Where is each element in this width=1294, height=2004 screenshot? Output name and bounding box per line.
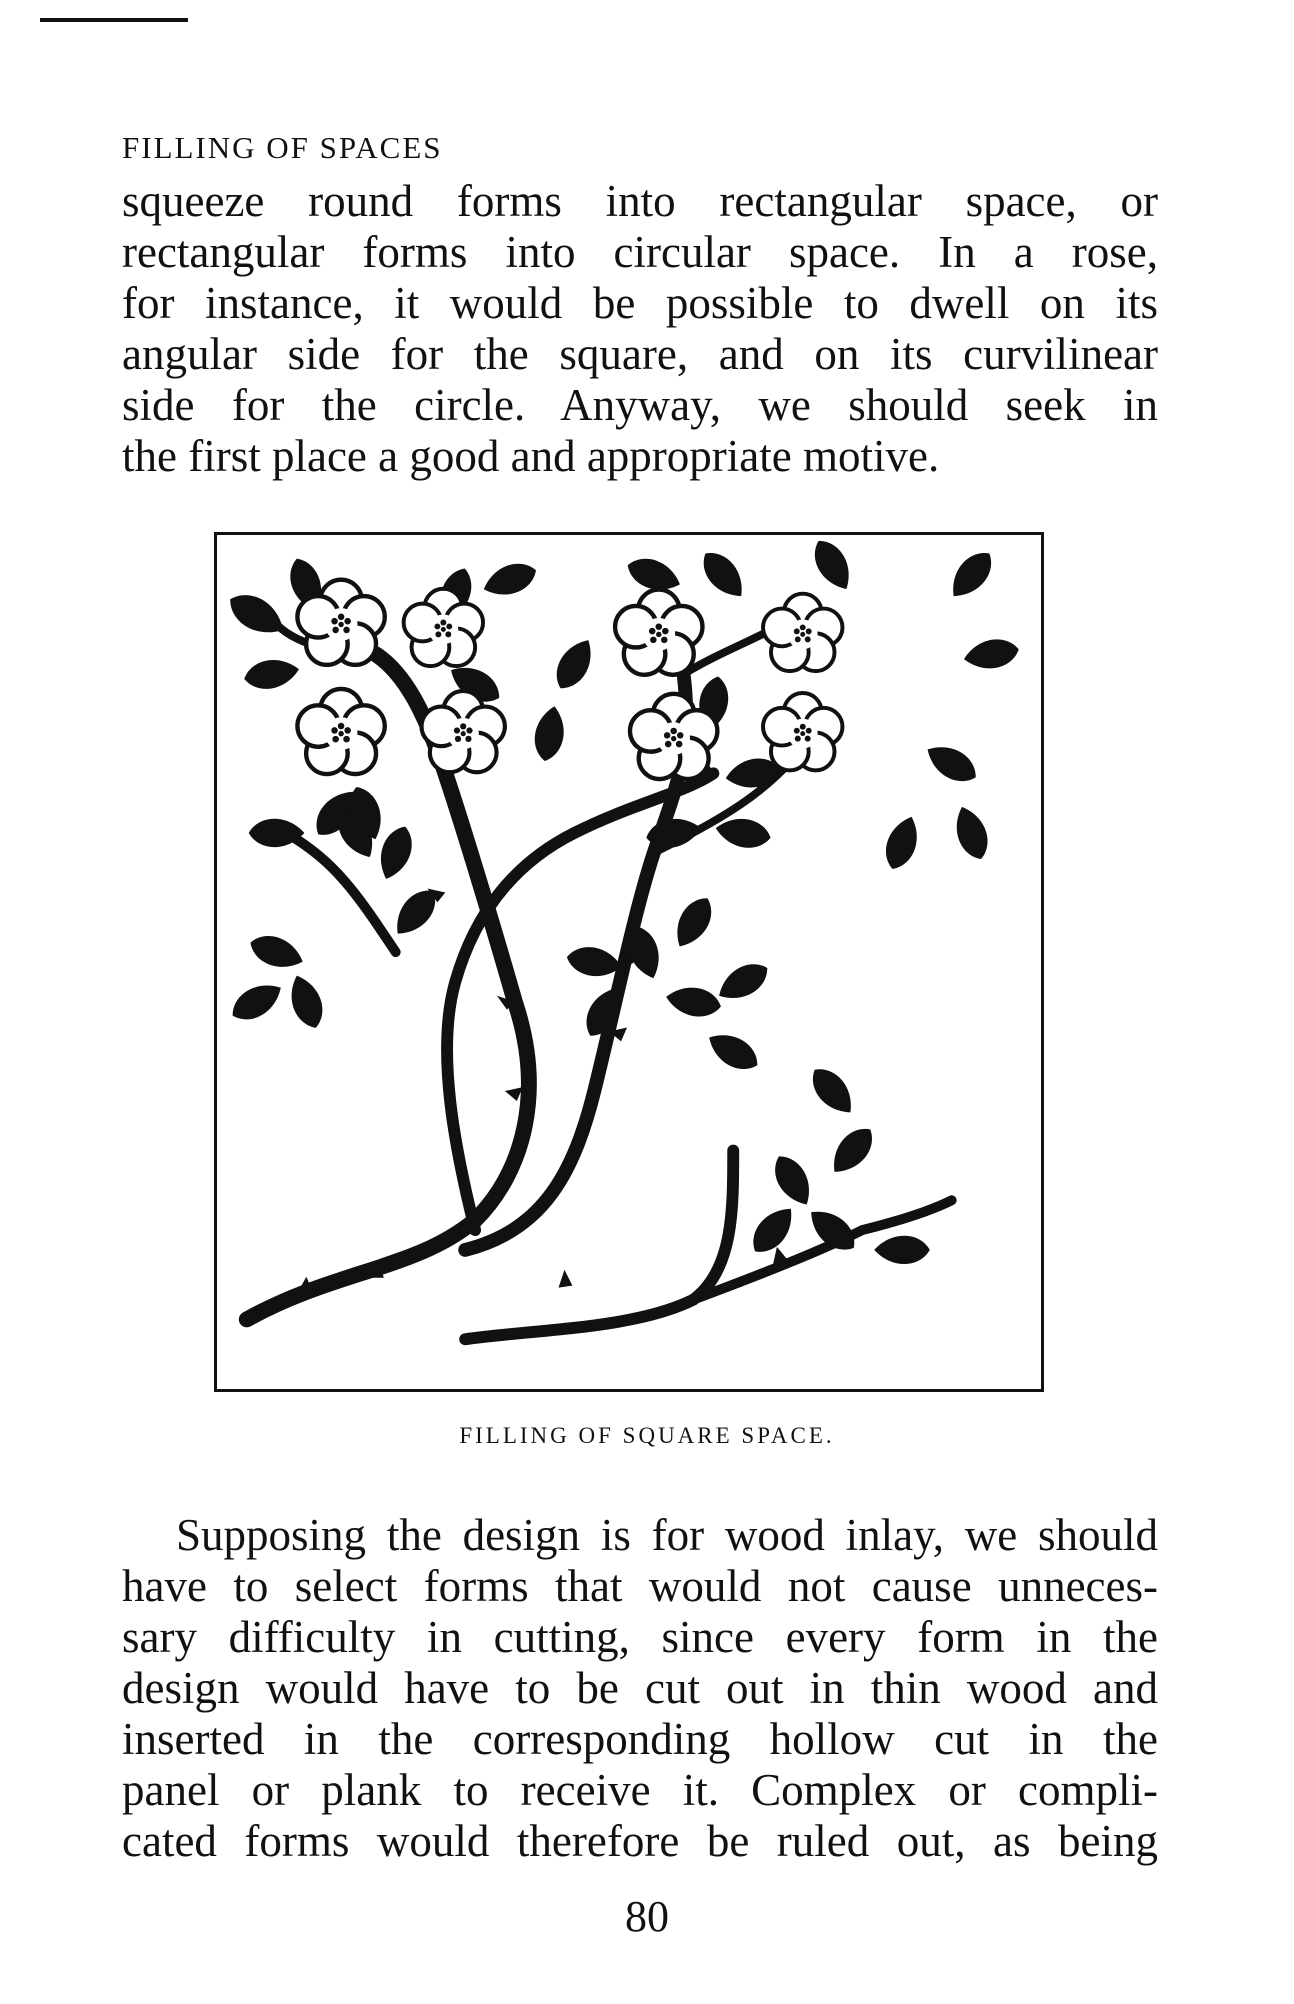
top-rule xyxy=(40,18,188,22)
paragraph-1 xyxy=(122,176,1158,482)
paragraph-line: rectangular forms into circular space. In a rose, xyxy=(122,227,1158,277)
paragraph-line: design would have to be cut out in thin wood and xyxy=(122,1663,1158,1713)
rose-illustration-frame xyxy=(214,532,1044,1392)
paragraph-line: panel or plank to receive it. Complex or compli- xyxy=(122,1765,1158,1815)
paragraph-line: cated forms would therefore be ruled out, as being xyxy=(122,1816,1158,1866)
rose-illustration xyxy=(217,535,1041,1389)
paragraph-line: side for the circle. Anyway, we should seek in xyxy=(122,380,1158,430)
paragraph-line: for instance, it would be possible to dwell on its xyxy=(122,278,1158,328)
paragraph-line: inserted in the corresponding hollow cut in the xyxy=(122,1714,1158,1764)
paragraph-line: squeeze round forms into rectangular space, or xyxy=(122,176,1158,226)
paragraph-2 xyxy=(122,1510,1158,1867)
paragraph-line: Supposing the design is for wood inlay, we should xyxy=(176,1510,1158,1560)
running-head: FILLING OF SPACES xyxy=(122,130,443,165)
paragraph-line: have to select forms that would not cause unneces- xyxy=(122,1561,1158,1611)
paragraph-line: the first place a good and appropriate motive. xyxy=(122,431,940,481)
figure-caption: FILLING OF SQUARE SPACE. xyxy=(459,1423,835,1448)
paragraph-line: sary difficulty in cutting, since every form in the xyxy=(122,1612,1158,1662)
page-number: 80 xyxy=(625,1892,669,1941)
paragraph-line: angular side for the square, and on its curvilinear xyxy=(122,329,1158,379)
